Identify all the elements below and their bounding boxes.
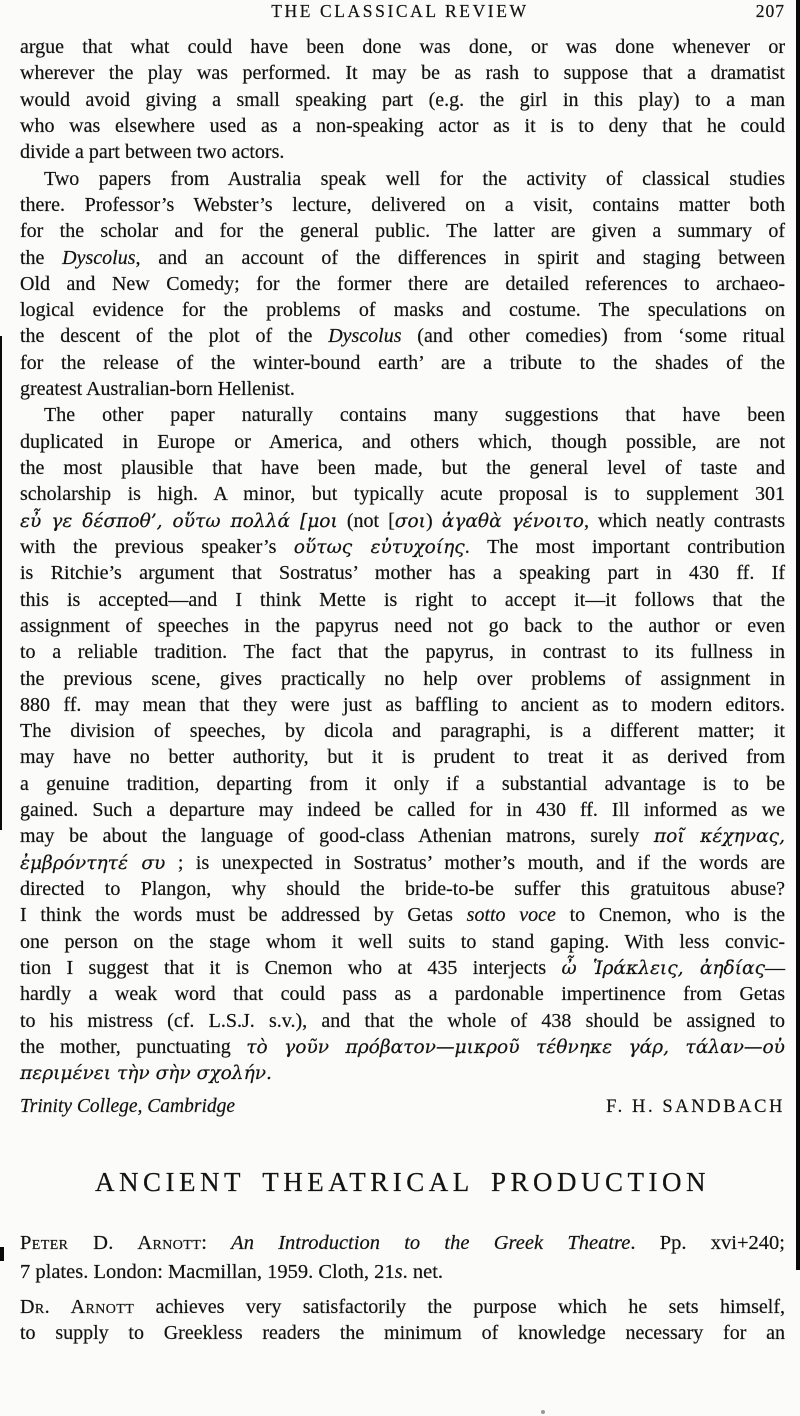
text-line: there. Professor’s Webster’s lecture, delivered on a visit, contains matter both xyxy=(20,193,785,216)
italic-text: An Introduction to the Greek Theatre xyxy=(231,1231,631,1254)
text-line: 7 plates. London: Macmillan, 1959. Cloth, 21s. net. xyxy=(20,1260,444,1283)
running-header xyxy=(20,1,785,23)
text-line: the descent of the plot of the Dyscolus (and other comedies) from ‘some ritual xyxy=(20,325,785,348)
text-line: 880 ff. may mean that they were just as baffling to ancient as to modern editors. xyxy=(20,693,785,716)
text-line: The other paper naturally contains many suggestions that have been xyxy=(44,404,785,427)
text-line: εὖ γε δέσποθ’, οὕτω πολλά [μοι (not [σοι) ἀγαθὰ γένοιτο, which neatly contrasts xyxy=(20,509,785,532)
text-line: would avoid giving a small speaking part (e.g. the girl in this play) to a man xyxy=(20,88,785,111)
greek-text: ὦ Ἱράκλεις, ἀηδίας xyxy=(561,957,766,979)
scan-artifact-left-bar xyxy=(0,336,2,830)
review-signature xyxy=(20,1096,785,1118)
italic-text: Dyscolus xyxy=(328,325,402,348)
text-line: may be about the language of good-class Athenian matrons, surely ποῖ κέχηνας, xyxy=(20,825,785,848)
text-line: I think the words must be addressed by Getas sotto voce to Cnemon, who is the xyxy=(20,904,786,927)
text-line: the previous scene, gives practically no help over problems of assignment in xyxy=(20,667,785,690)
greek-text: ἐμβρόντητέ συ xyxy=(20,852,166,874)
scan-artifact-right-bar xyxy=(796,0,800,1270)
text-line: hardly a weak word that could pass as a pardonable impertinence from Getas xyxy=(20,983,785,1006)
journal-title: THE CLASSICAL REVIEW xyxy=(271,1,529,21)
text-line: The division of speeches, by dicola and paragraphi, is a different matter; it xyxy=(20,720,785,743)
text-line: to supply to Greekless readers the minimum of knowledge necessary for an xyxy=(20,1321,785,1344)
text-line: the Dyscolus, and an account of the differences in spirit and staging between xyxy=(20,246,786,269)
text-line: is Ritchie’s argument that Sostratus’ mother has a speaking part in 430 ff. If xyxy=(20,562,785,585)
greek-text: ἀγαθὰ γένοιτο xyxy=(441,510,584,532)
text-line: the most plausible that have been made, but the general level of taste and xyxy=(20,457,785,479)
article-heading: ANCIENT THEATRICAL PRODUCTION xyxy=(95,1166,710,1197)
text-line: for the release of the winter-bound earth’ are a tribute to the shades of the xyxy=(20,351,785,374)
italic-text: Dyscolus xyxy=(62,246,136,269)
text-line: for the scholar and for the general public. The latter are given a summary of xyxy=(20,220,785,243)
small-caps-text: Peter D. Arnott xyxy=(20,1231,202,1254)
text-line: directed to Plangon, why should the bride-to-be suffer this gratuitous abuse? xyxy=(20,878,785,900)
text-line: tion I suggest that it is Cnemon who at 435 interjects ὦ Ἱράκλεις, ἀηδίας— xyxy=(20,956,786,979)
text-line: the mother, punctuating τὸ γοῦν πρόβατον—μικροῦ τέθνηκε γάρ, τάλαν—οὐ xyxy=(20,1035,785,1058)
text-line: Peter D. Arnott: An Introduction to the Greek Theatre. Pp. xvi+240; xyxy=(20,1231,785,1254)
italic-text: s xyxy=(394,1260,403,1283)
signature-place: Trinity College, Cambridge xyxy=(20,1095,236,1117)
greek-text: ποῖ κέχηνας, xyxy=(653,826,785,848)
text-line: this is accepted—and I think Mette is right to accept it—it follows that the xyxy=(20,588,785,611)
text-line: to his mistress (cf. L.S.J. s.v.), and that the whole of 438 should be assigned to xyxy=(20,1009,785,1032)
text-line: may have no better authority, but it is prudent to treat it as derived from xyxy=(20,746,785,769)
text-line: scholarship is high. A minor, but typically acute proposal is to supplement 301 xyxy=(20,483,785,506)
scan-artifact-speck xyxy=(541,1410,545,1414)
greek-text: τὸ γοῦν πρόβατον—μικροῦ τέθνηκε γάρ, τάλαν—οὐ xyxy=(246,1036,785,1058)
review-conclusion-text xyxy=(20,34,785,1087)
book-citation xyxy=(20,1229,785,1287)
text-line: Dr. Arnott achieves very satisfactorily the purpose which he sets himself, xyxy=(20,1295,785,1318)
text-line: divide a part between two actors. xyxy=(20,141,285,164)
greek-text: σοι xyxy=(394,510,426,532)
greek-text: περιμένει τὴν σὴν σχολήν. xyxy=(20,1063,272,1085)
text-line: Two papers from Australia speak well for the activity of classical studies xyxy=(44,167,785,190)
text-line: Old and New Comedy; for the former there are detailed references to archaeo- xyxy=(20,272,785,295)
text-line: a genuine tradition, departing from it only if a substantial advantage is to be xyxy=(20,772,785,795)
text-line xyxy=(20,1060,785,1086)
text-line: gained. Such a departure may indeed be called for in 430 ff. Ill informed as we xyxy=(20,799,785,822)
italic-text: sotto voce xyxy=(466,904,556,927)
text-line: duplicated in Europe or America, and others which, though possible, are not xyxy=(20,430,785,453)
text-line: one person on the stage whom it well suits to stand gaping. With less convic- xyxy=(20,930,785,953)
text-line: logical evidence for the problems of masks and costume. The speculations on xyxy=(20,299,785,322)
review-opening-text xyxy=(20,1294,785,1347)
scan-artifact-left-tick xyxy=(0,1247,4,1261)
text-line: greatest Australian-born Hellenist. xyxy=(20,378,295,401)
text-line: ἐμβρόντητέ συ ; is unexpected in Sostratus’ mother’s mouth, and if the words are xyxy=(20,851,785,874)
signature-author: F. H. SANDBACH xyxy=(606,1096,785,1117)
text-line: to a reliable tradition. The fact that the papyrus, in contrast to its fullness in xyxy=(20,641,785,664)
page-number: 207 xyxy=(755,1,785,21)
text-line: with the previous speaker’s οὕτως εὐτυχοίης. The most important contribution xyxy=(20,535,785,558)
text-line: assignment of speeches in the papyrus need not go back to the author or even xyxy=(20,614,785,637)
text-line: wherever the play was performed. It may be as rash to suppose that a dramatist xyxy=(20,62,785,85)
text-line: who was elsewhere used as a non-speaking actor as it is to deny that he could xyxy=(20,114,785,137)
small-caps-text: Dr. Arnott xyxy=(20,1295,135,1318)
text-line: argue that what could have been done was done, or was done whenever or xyxy=(20,36,785,58)
greek-text: εὖ γε δέσποθ’, οὕτω πολλά [μοι xyxy=(20,510,338,532)
page-content xyxy=(20,0,785,1346)
greek-text: οὕτως εὐτυχοίης xyxy=(293,536,465,558)
